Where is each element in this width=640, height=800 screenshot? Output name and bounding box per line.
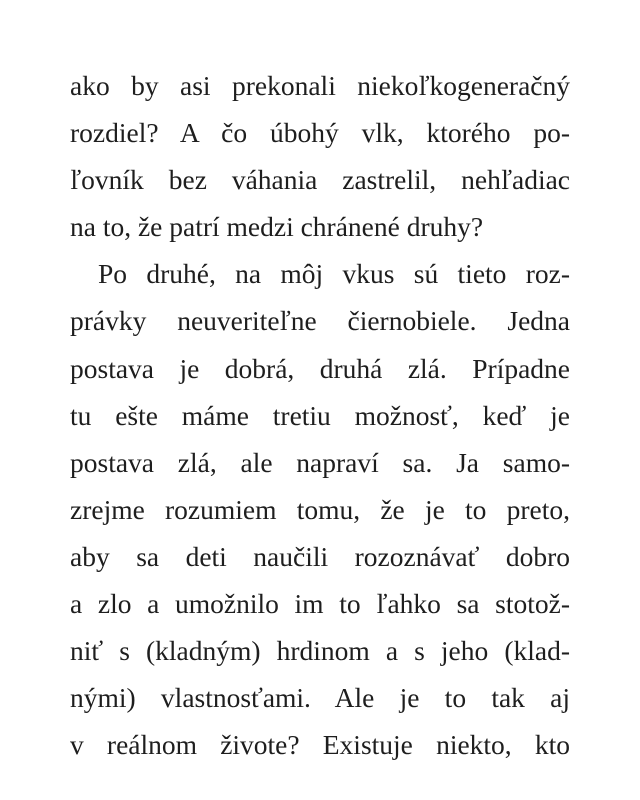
text-line: niť s (kladným) hrdinom a s jeho (klad- bbox=[70, 635, 570, 667]
text-line: a zlo a umožnilo im to ľahko sa stotož- bbox=[70, 588, 570, 620]
paragraph-first-line: Po druhé, na môj vkus sú tieto roz- bbox=[98, 258, 570, 290]
text-line: rozdiel? A čo úbohý vlk, ktorého po- bbox=[70, 117, 570, 149]
text-line: nými) vlastnosťami. Ale je to tak aj bbox=[70, 682, 570, 714]
body-text bbox=[70, 62, 570, 768]
text-line: ľovník bez váhania zastrelil, nehľadiac bbox=[70, 164, 570, 196]
text-line: postava zlá, ale napraví sa. Ja samo- bbox=[70, 446, 570, 478]
text-line: tu ešte máme tretiu možnosť, keď je bbox=[70, 399, 570, 431]
text-line: aby sa deti naučili rozoznávať dobro bbox=[70, 540, 570, 572]
text-line: právky neuveriteľne čiernobiele. Jedna bbox=[70, 305, 570, 337]
text-line: ako by asi prekonali niekoľkogeneračný bbox=[70, 70, 570, 101]
text-line: postava je dobrá, druhá zlá. Prípadne bbox=[70, 352, 570, 384]
text-line: v reálnom živote? Existuje niekto, kto bbox=[70, 729, 570, 761]
text-line: na to, že patrí medzi chránené druhy? bbox=[70, 211, 484, 243]
text-line: zrejme rozumiem tomu, že je to preto, bbox=[70, 493, 570, 525]
